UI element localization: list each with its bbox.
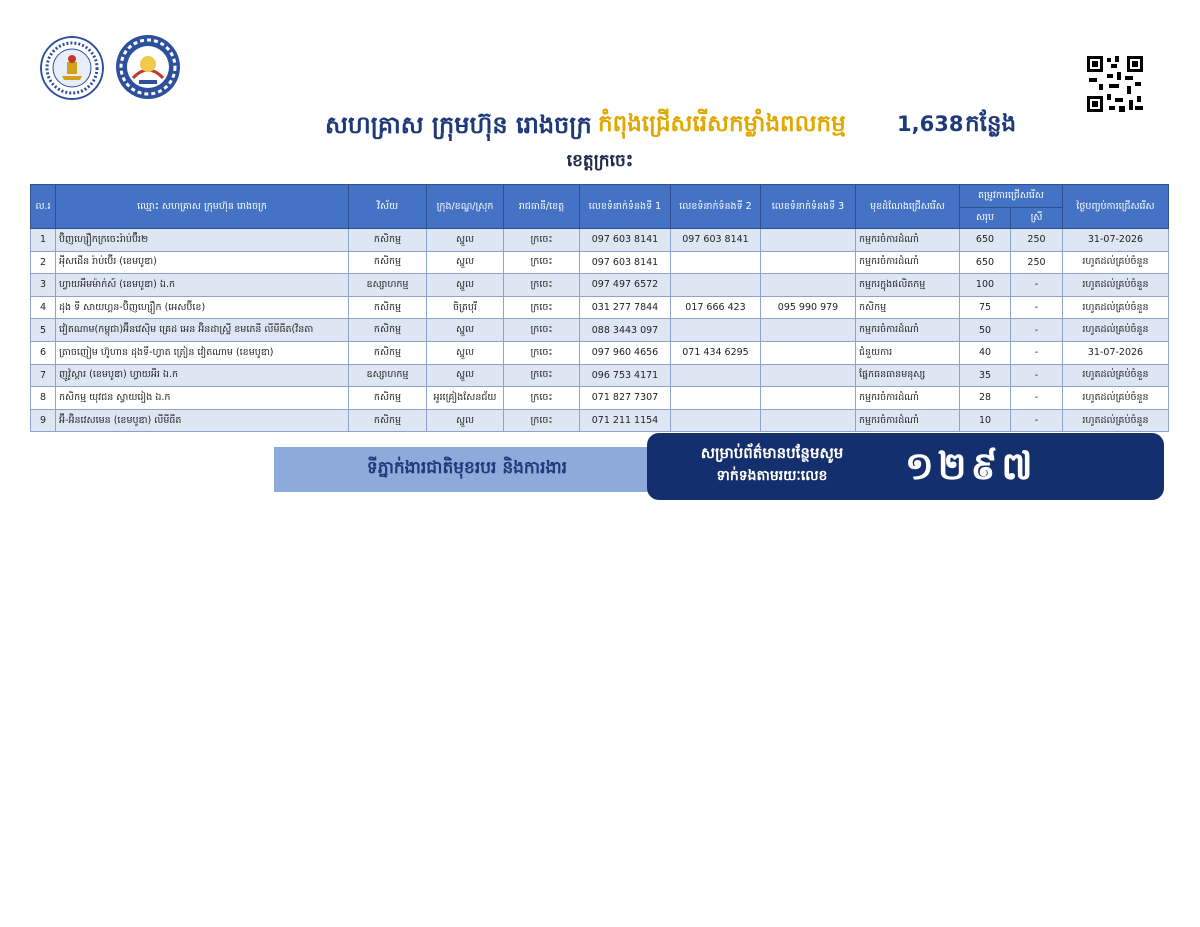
page-subtitle: កំពុងជ្រើសរើសកម្លាំងពលកម្ម	[598, 111, 846, 137]
cell-position: ជំនួយការ	[856, 341, 960, 364]
cell-phone1: 088 3443 097	[580, 319, 671, 342]
cell-female: 250	[1011, 251, 1063, 274]
cell-phone2: 071 434 6295	[671, 341, 761, 364]
cell-female: -	[1011, 319, 1063, 342]
cell-deadline: រហូតដល់គ្រប់ចំនួន	[1063, 387, 1169, 410]
cell-phone2: 097 603 8141	[671, 229, 761, 252]
cell-phone3: 095 990 979	[761, 296, 856, 319]
cell-no: 4	[31, 296, 56, 319]
table-row	[31, 364, 1169, 387]
cell-sector: កសិកម្ម	[349, 319, 427, 342]
table-row	[31, 387, 1169, 410]
cell-district: ស្នួល	[427, 341, 504, 364]
cell-phone1: 071 211 1154	[580, 409, 671, 432]
title-row	[0, 108, 1200, 148]
table-row	[31, 296, 1169, 319]
ministry-banner	[274, 447, 660, 492]
cell-company-name: ញូវ៉ូស្តារ (ខេមបូឌា) ហ្វាយអឹរ ឯ.ក	[56, 364, 349, 387]
col-header-district: ក្រុង/ខណ្ឌ/ស្រុក	[427, 185, 504, 229]
cell-no: 6	[31, 341, 56, 364]
cell-phone1: 031 277 7844	[580, 296, 671, 319]
contact-hotline-box	[647, 433, 1164, 500]
table-row	[31, 251, 1169, 274]
table-row	[31, 274, 1169, 297]
cell-phone1: 097 603 8141	[580, 229, 671, 252]
cell-deadline: រហូតដល់គ្រប់ចំនួន	[1063, 364, 1169, 387]
col-header-phone3: លេខទំនាក់ទំនងទី 3	[761, 185, 856, 229]
cell-female: -	[1011, 364, 1063, 387]
cell-position: កម្មករក្នុងផលិតកម្ម	[856, 274, 960, 297]
cell-total: 10	[960, 409, 1011, 432]
cell-phone2	[671, 409, 761, 432]
hotline-number: ១២៩៧	[905, 444, 1037, 488]
cell-phone2	[671, 364, 761, 387]
cell-deadline: 31-07-2026	[1063, 341, 1169, 364]
cell-company-name: កសិកម្ម យុវជន ស្វាយរៀង ឯ.ក	[56, 387, 349, 410]
job-openings-table	[30, 184, 1169, 432]
cell-company-name: ដុង ទី សាយហ្គន-ប៊ិញហ្សឿក (អេសប៊ីខេ)	[56, 296, 349, 319]
col-header-province: រាជធានី/ខេត្ត	[504, 185, 580, 229]
cell-deadline: 31-07-2026	[1063, 229, 1169, 252]
col-header-phone2: លេខទំនាក់ទំនងទី 2	[671, 185, 761, 229]
cell-sector: កសិកម្ម	[349, 251, 427, 274]
cell-phone2	[671, 251, 761, 274]
cell-company-name: អុីសដើន រ៉ាប់ប៊ើរ (ខេមបូឌា)	[56, 251, 349, 274]
cell-province: ក្រចេះ	[504, 341, 580, 364]
cell-district: ស្នួល	[427, 409, 504, 432]
ministry-seal-icon	[40, 36, 104, 100]
cell-company-name: ហ្វាយអឹមម៉ាក់ស៍ (ខេមបូឌា) ឯ.ក	[56, 274, 349, 297]
cell-province: ក្រចេះ	[504, 251, 580, 274]
cell-position: កម្មករចំការដំណាំ	[856, 387, 960, 410]
cell-female: -	[1011, 296, 1063, 319]
agency-gear-logo-icon	[115, 34, 181, 100]
cell-no: 7	[31, 364, 56, 387]
cell-phone3	[761, 274, 856, 297]
cell-phone1: 096 753 4171	[580, 364, 671, 387]
cell-sector: កសិកម្ម	[349, 341, 427, 364]
cell-position: កម្មករចំការដំណាំ	[856, 319, 960, 342]
positions-unit: កន្លែង	[965, 111, 1017, 137]
cell-company-name: វៀតណាម(កម្ពុជា)អ៊ីនវេស៊ិម គ្រេដ អេន អ៊ិនដាស្ទ្រី ខមភេនី លីមីធីត(វិនតា	[56, 319, 349, 342]
cell-position: កម្មករចំការដំណាំ	[856, 409, 960, 432]
cell-sector: កសិកម្ម	[349, 387, 427, 410]
cell-phone1: 097 960 4656	[580, 341, 671, 364]
col-header-female: ស្រី	[1011, 208, 1063, 229]
cell-female: -	[1011, 341, 1063, 364]
cell-female: -	[1011, 387, 1063, 410]
table-row	[31, 341, 1169, 364]
cell-total: 50	[960, 319, 1011, 342]
cell-district: អូរគ្រៀងសែនជ័យ	[427, 387, 504, 410]
col-header-deadline: ថ្ងៃបញ្ចប់ការជ្រើសរើស	[1063, 185, 1169, 229]
cell-deadline: រហូតដល់គ្រប់ចំនួន	[1063, 251, 1169, 274]
table-row	[31, 319, 1169, 342]
cell-total: 100	[960, 274, 1011, 297]
cell-female: -	[1011, 409, 1063, 432]
cell-district: ស្នួល	[427, 274, 504, 297]
cell-total: 75	[960, 296, 1011, 319]
cell-phone2	[671, 387, 761, 410]
cell-province: ក្រចេះ	[504, 296, 580, 319]
cell-no: 1	[31, 229, 56, 252]
cell-province: ក្រចេះ	[504, 319, 580, 342]
cell-phone3	[761, 364, 856, 387]
cell-phone2	[671, 274, 761, 297]
cell-company-name: ត្រាចញៀម ហ៊ូហាន ដុងទី-ហ្វាត ត្រៀន វៀតណាម (ខេមបូឌា)	[56, 341, 349, 364]
cell-female: 250	[1011, 229, 1063, 252]
cell-total: 650	[960, 229, 1011, 252]
cell-position: កសិកម្ម	[856, 296, 960, 319]
cell-phone3	[761, 409, 856, 432]
table-row	[31, 409, 1169, 432]
col-header-sector: វិស័យ	[349, 185, 427, 229]
cell-phone3	[761, 251, 856, 274]
cell-province: ក្រចេះ	[504, 274, 580, 297]
col-header-phone1: លេខទំនាក់ទំនងទី 1	[580, 185, 671, 229]
cell-no: 9	[31, 409, 56, 432]
cell-no: 8	[31, 387, 56, 410]
cell-position: ផ្នែកធនធានមនុស្ស	[856, 364, 960, 387]
cell-total: 35	[960, 364, 1011, 387]
cell-deadline: រហូតដល់គ្រប់ចំនួន	[1063, 409, 1169, 432]
col-header-position: មុខដំណែងជ្រើសរើស	[856, 185, 960, 229]
col-header-name: ឈ្មោះ សហគ្រាស ក្រុមហ៊ុន រោងចក្រ	[56, 185, 349, 229]
cell-sector: កសិកម្ម	[349, 409, 427, 432]
cell-district: ចិត្របុរី	[427, 296, 504, 319]
page-title: សហគ្រាស ក្រុមហ៊ុន រោងចក្រ	[325, 111, 592, 139]
cell-phone3	[761, 387, 856, 410]
contact-text-line1: សម្រាប់ព័ត៌មានបន្ថែមសូម	[700, 444, 844, 462]
cell-sector: ឧស្សាហកម្ម	[349, 364, 427, 387]
cell-district: ស្នួល	[427, 251, 504, 274]
cell-company-name: អ៊ី-អ៊ិនវេសមេន (ខេមបូឌា) លីមីធីត	[56, 409, 349, 432]
cell-deadline: រហូតដល់គ្រប់ចំនួន	[1063, 319, 1169, 342]
contact-text-line2: ទាក់ទងតាមរយៈលេខ	[716, 468, 828, 484]
col-header-total: សរុប	[960, 208, 1011, 229]
cell-phone1: 097 603 8141	[580, 251, 671, 274]
province-heading: ខេត្តក្រចេះ	[566, 151, 634, 171]
cell-phone2	[671, 319, 761, 342]
qr-code-icon	[1085, 54, 1145, 114]
cell-no: 2	[31, 251, 56, 274]
cell-total: 650	[960, 251, 1011, 274]
cell-phone1: 097 497 6572	[580, 274, 671, 297]
cell-province: ក្រចេះ	[504, 229, 580, 252]
cell-female: -	[1011, 274, 1063, 297]
cell-total: 40	[960, 341, 1011, 364]
cell-no: 3	[31, 274, 56, 297]
col-header-need-group: តម្រូវការជ្រើសរើស	[960, 185, 1063, 208]
cell-phone3	[761, 341, 856, 364]
cell-sector: ឧស្សាហកម្ម	[349, 274, 427, 297]
cell-phone1: 071 827 7307	[580, 387, 671, 410]
cell-province: ក្រចេះ	[504, 387, 580, 410]
cell-sector: កសិកម្ម	[349, 296, 427, 319]
table-row	[31, 229, 1169, 252]
cell-phone2: 017 666 423	[671, 296, 761, 319]
cell-position: កម្មករចំការដំណាំ	[856, 251, 960, 274]
cell-total: 28	[960, 387, 1011, 410]
cell-deadline: រហូតដល់គ្រប់ចំនួន	[1063, 296, 1169, 319]
col-header-no: ល.រ	[31, 185, 56, 229]
cell-position: កម្មករចំការដំណាំ	[856, 229, 960, 252]
cell-sector: កសិកម្ម	[349, 229, 427, 252]
cell-deadline: រហូតដល់គ្រប់ចំនួន	[1063, 274, 1169, 297]
cell-phone3	[761, 319, 856, 342]
cell-district: ស្នួល	[427, 364, 504, 387]
cell-district: ស្នួល	[427, 319, 504, 342]
cell-district: ស្នួល	[427, 229, 504, 252]
cell-no: 5	[31, 319, 56, 342]
cell-province: ក្រចេះ	[504, 409, 580, 432]
cell-phone3	[761, 229, 856, 252]
ministry-name: ទីភ្នាក់ងារជាតិមុខរបរ និងការងារ	[366, 458, 568, 478]
total-positions: 1,638	[897, 112, 964, 136]
cell-province: ក្រចេះ	[504, 364, 580, 387]
cell-company-name: ប៊ិញហ្សឿកក្រចេះរ៉ាប់ប៊ឺរ២	[56, 229, 349, 252]
